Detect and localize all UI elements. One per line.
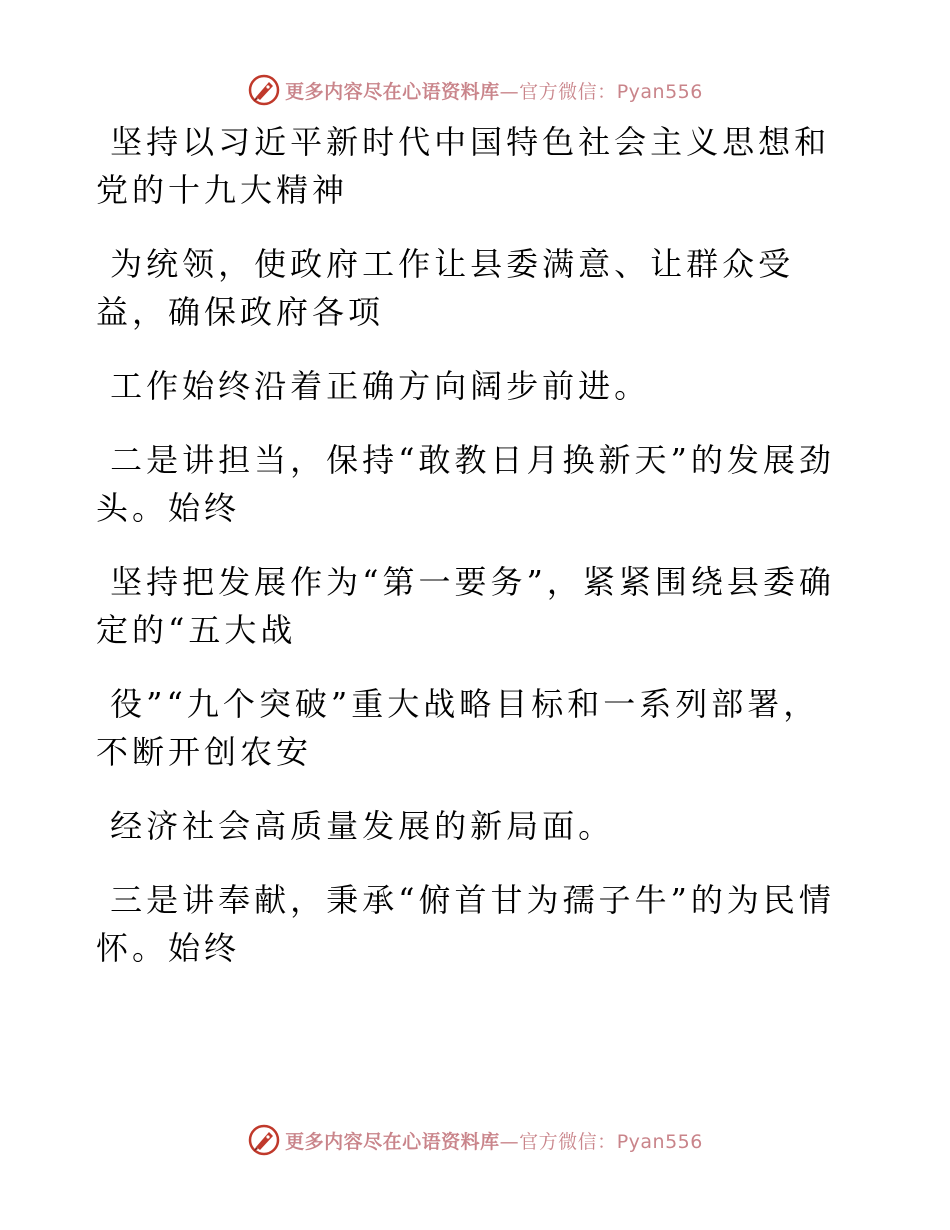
footer-banner-inner bbox=[247, 1123, 703, 1157]
paragraph-4: 二是讲担当，保持“敢教日月换新天”的发展劲头。始终 bbox=[96, 441, 835, 527]
paragraph-6: 役”“九个突破”重大战略目标和一系列部署，不断开创农安 bbox=[96, 685, 820, 771]
header-title: 更多内容尽在心语资料库 bbox=[285, 80, 500, 103]
paragraph-7: 经济社会高质量发展的新局面。 bbox=[96, 807, 615, 845]
header-banner-text bbox=[285, 77, 703, 104]
paragraph-5: 坚持把发展作为“第一要务”，紧紧围绕县委确定的“五大战 bbox=[96, 563, 835, 649]
footer-banner-text bbox=[285, 1127, 703, 1154]
pen-logo-icon bbox=[247, 73, 281, 107]
header-banner bbox=[0, 70, 950, 110]
paragraph-8: 三是讲奉献，秉承“俯首甘为孺子牛”的为民情怀。始终 bbox=[96, 881, 835, 967]
header-wechat-label: 官方微信： bbox=[519, 80, 617, 103]
paragraph-2: 为统领，使政府工作让县委满意、让群众受益，确保政府各项 bbox=[96, 245, 795, 331]
header-wechat-id: Pyan556 bbox=[616, 80, 703, 103]
pen-logo-icon bbox=[247, 1123, 281, 1157]
footer-banner bbox=[0, 1120, 950, 1160]
footer-dash: — bbox=[499, 1130, 520, 1153]
paragraph-3: 工作始终沿着正确方向阔步前进。 bbox=[96, 367, 651, 405]
header-dash: — bbox=[499, 80, 520, 103]
header-banner-inner bbox=[247, 73, 703, 107]
document-body bbox=[96, 118, 836, 998]
footer-wechat-id: Pyan556 bbox=[616, 1130, 703, 1153]
footer-wechat-label: 官方微信： bbox=[519, 1130, 617, 1153]
footer-title: 更多内容尽在心语资料库 bbox=[285, 1130, 500, 1153]
paragraph-1: 坚持以习近平新时代中国特色社会主义思想和党的十九大精神 bbox=[96, 123, 831, 209]
